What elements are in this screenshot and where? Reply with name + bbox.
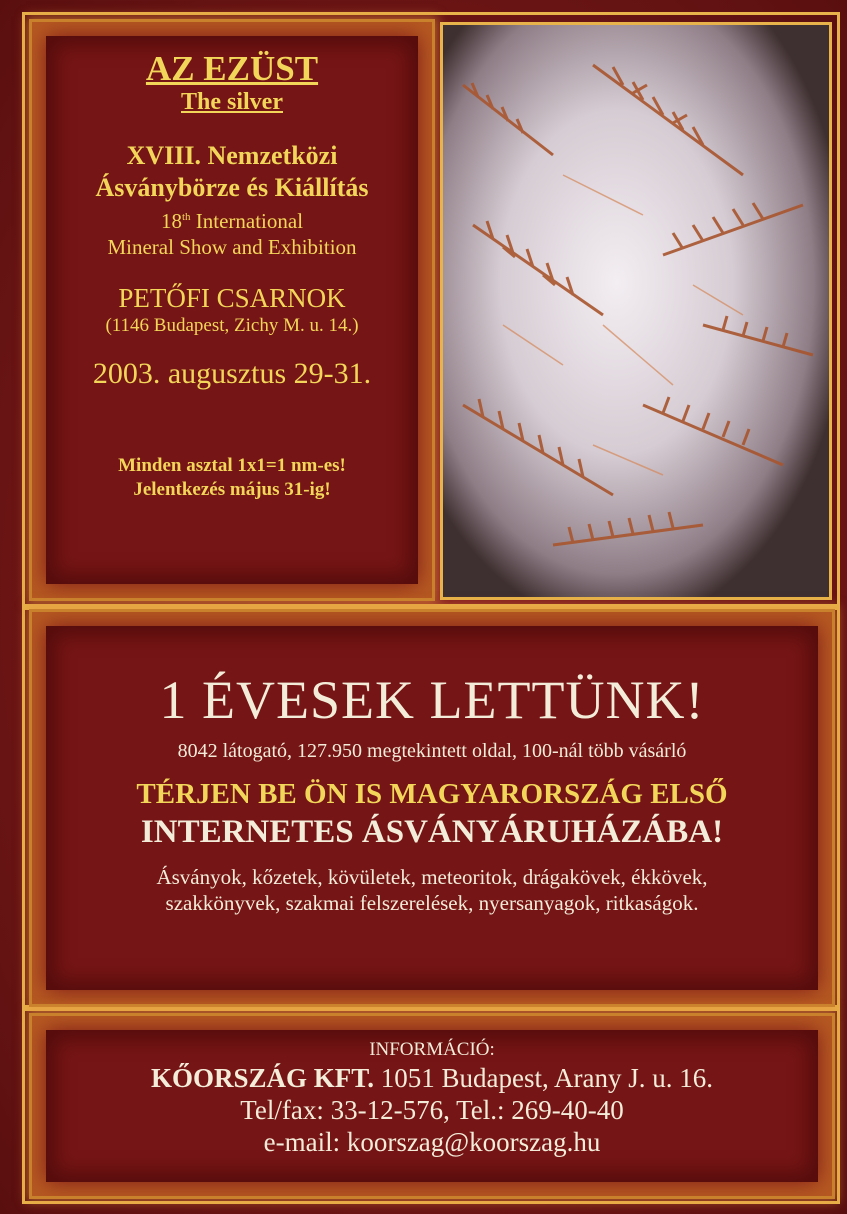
email-address: e-mail: koorszag@koorszag.hu: [263, 1127, 601, 1157]
silver-crystals-image: [443, 25, 829, 597]
shop-cta-line-2: INTERNETES ÁSVÁNYÁRUHÁZÁBA!: [140, 814, 724, 850]
event-note-tables: Minden asztal 1x1=1 nm-es!: [118, 455, 346, 476]
event-title: AZ EZÜST: [145, 49, 319, 88]
product-list-line-1: Ásványok, kőzetek, kövületek, meteoritok, drágakövek, ékkövek,: [156, 865, 708, 889]
visitor-stats: 8042 látogató, 127.950 megtekintett oldal, 100-nál több vásárló: [177, 740, 687, 762]
contact-text: [32, 1038, 832, 1158]
event-name-en-1: 18th International: [160, 209, 304, 233]
phone-numbers: Tel/fax: 33-12-576, Tel.: 269-40-40: [240, 1095, 624, 1125]
info-label: INFORMÁCIÓ:: [369, 1039, 495, 1060]
event-venue: PETŐFI CSARNOK: [118, 283, 346, 313]
company-address: KŐORSZÁG KFT. 1051 Budapest, Arany J. u. 16.: [150, 1063, 713, 1093]
event-date: 2003. augusztus 29-31.: [92, 357, 372, 390]
anniversary-headline: 1 ÉVESEK LETTÜNK!: [159, 670, 705, 730]
event-note-deadline: Jelentkezés május 31-ig!: [133, 479, 331, 500]
company-name: KŐORSZÁG KFT.: [150, 1063, 375, 1093]
event-subtitle: The silver: [181, 89, 283, 115]
shop-cta-line-1: TÉRJEN BE ÖN IS MAGYARORSZÁG ELSŐ: [136, 778, 728, 810]
shop-text: [32, 670, 832, 916]
event-name-hu-2: Ásványbörze és Kiállítás: [95, 173, 369, 202]
silver-crystals-photo: [440, 22, 832, 600]
event-name-hu-1: XVIII. Nemzetközi: [126, 141, 338, 170]
product-list-line-2: szakkönyvek, szakmai felszerelések, nyersanyagok, ritkaságok.: [165, 891, 699, 915]
event-panel: [32, 22, 432, 598]
event-text: [32, 50, 432, 502]
contact-panel: [32, 1016, 832, 1196]
event-name-en-2: Mineral Show and Exhibition: [107, 235, 357, 259]
event-address: (1146 Budapest, Zichy M. u. 14.): [105, 315, 359, 336]
shop-panel: [32, 612, 832, 1004]
